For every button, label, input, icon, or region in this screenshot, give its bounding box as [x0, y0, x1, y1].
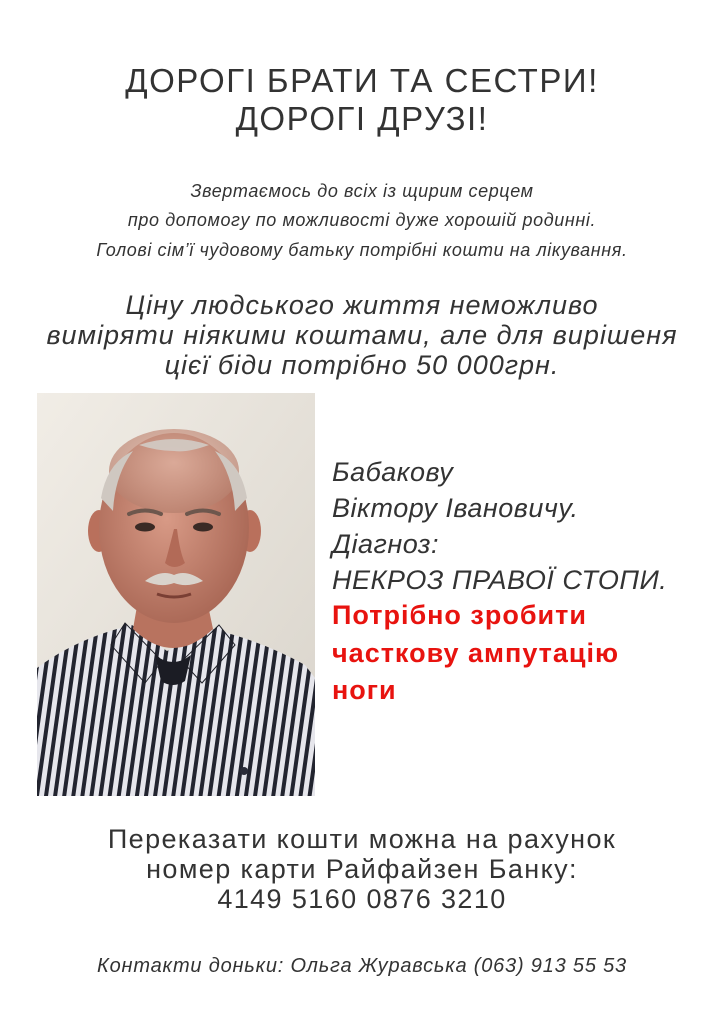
amputation-need-line-1: Потрібно зробити [332, 600, 587, 630]
intro-line-2: про допомогу по можливості дуже хорошій родинні. [127, 210, 597, 230]
price-line-1: Ціну людського життя неможливо [125, 290, 599, 320]
patient-photo [37, 393, 315, 796]
patient-surname: Бабакову [332, 457, 454, 487]
amputation-need-line-3: ноги [332, 675, 397, 705]
headline-line-2: ДОРОГІ ДРУЗІ! [235, 100, 489, 137]
card-number: 4149 5160 0876 3210 [217, 884, 507, 914]
diagnosis-label: Діагноз: [332, 529, 439, 559]
patient-name: Віктору Івановичу. [332, 493, 579, 523]
payment-line-2: номер карти Райфайзен Банку: [146, 854, 578, 884]
headline-line-1: ДОРОГІ БРАТИ ТА СЕСТРИ! [125, 62, 599, 99]
diagnosis-text: НЕКРОЗ ПРАВОЇ СТОПИ. [332, 565, 668, 595]
intro-line-1: Звертаємось до всіх із щирим серцем [190, 181, 534, 201]
price-line-2: виміряти ніякими коштами, але для вирішеня [46, 320, 678, 350]
payment-line-1: Переказати кошти можна на рахунок [107, 824, 617, 854]
amputation-need-line-2: часткову ампутацію [332, 638, 620, 668]
intro-line-3: Голові сім’ї чудовому батьку потрібні кошти на лікування. [96, 240, 628, 260]
price-line-3: цієї біди потрібно 50 000грн. [164, 350, 560, 380]
contacts-line: Контакти доньки: Ольга Журавська (063) 913 55 53 [97, 955, 627, 977]
